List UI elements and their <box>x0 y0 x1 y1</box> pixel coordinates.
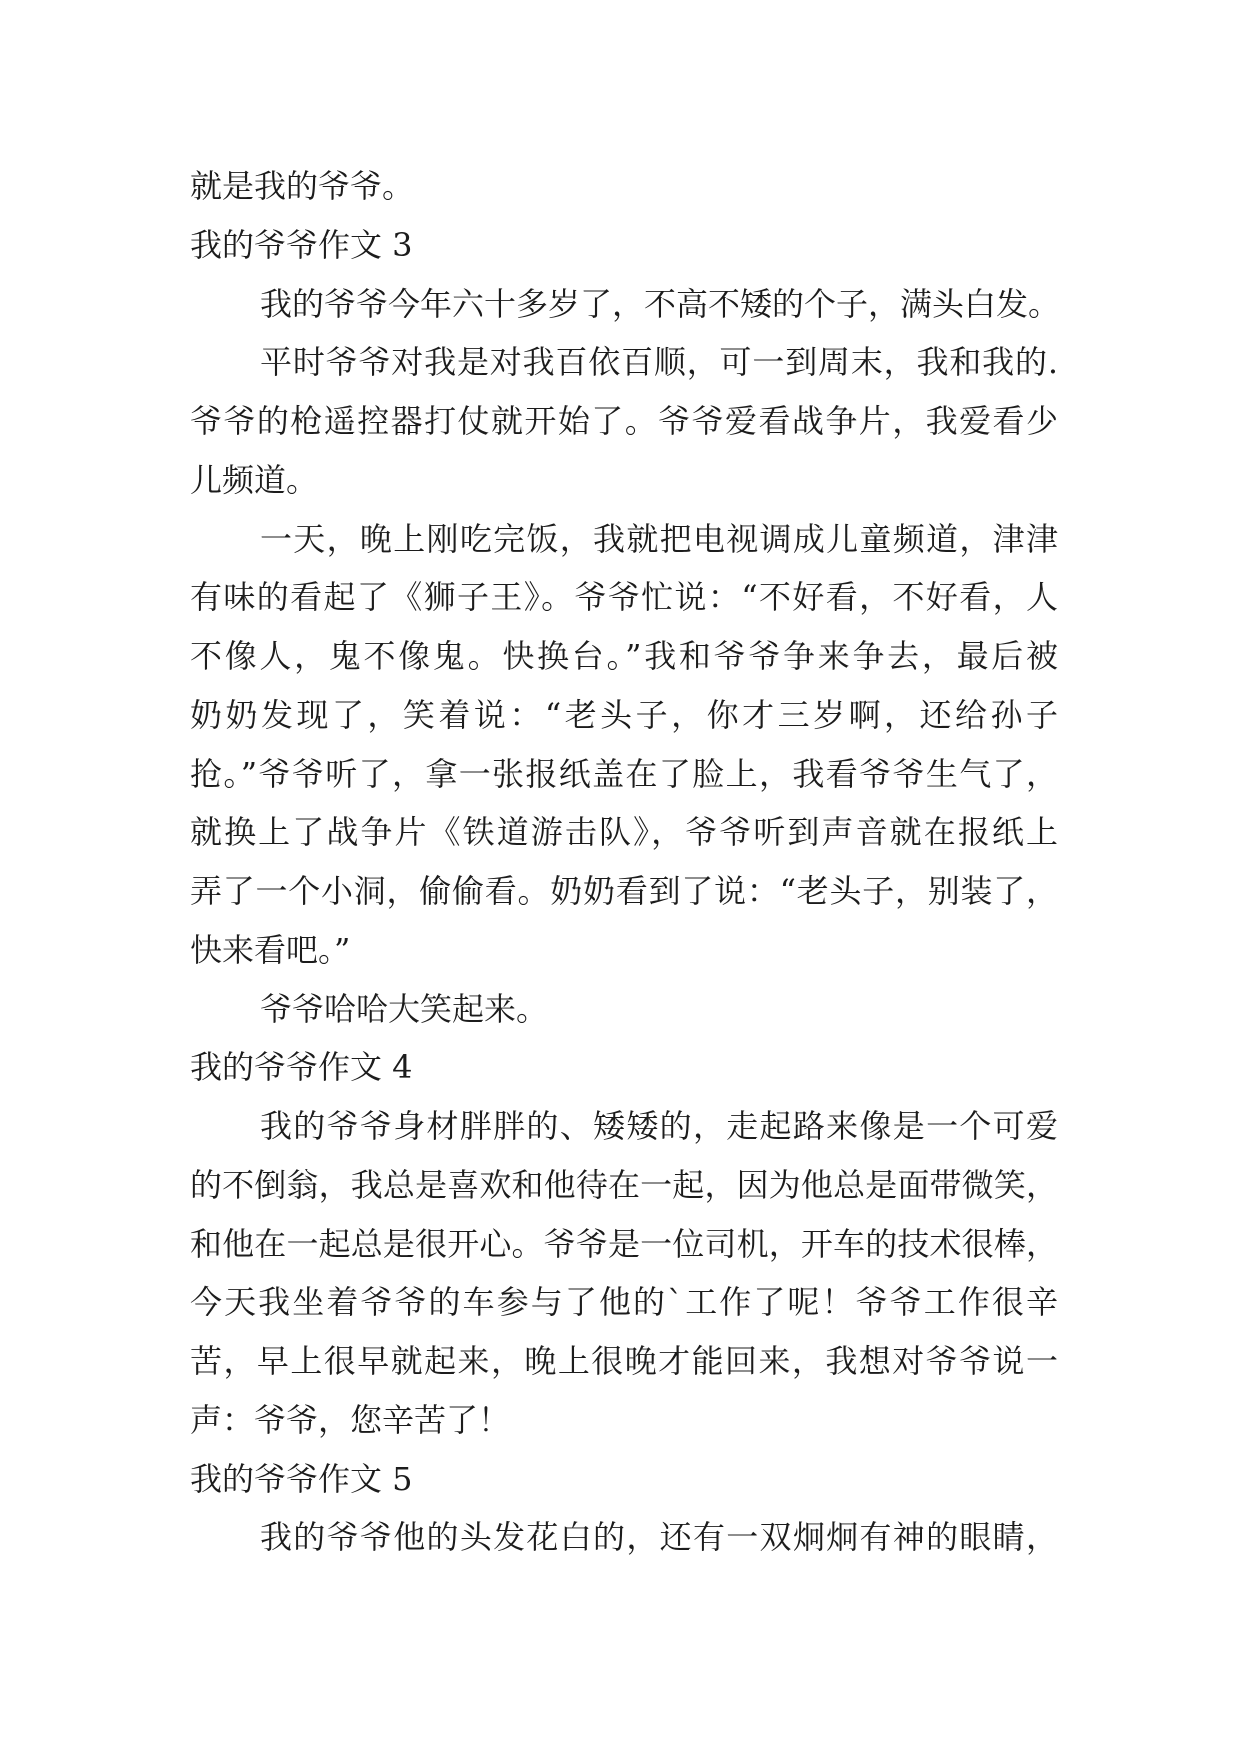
text-line: 我的爷爷今年六十多岁了，不高不矮的个子，满头白发。 <box>260 284 1061 323</box>
text-line: 儿频道。 <box>190 460 319 499</box>
document-body <box>190 157 1061 1567</box>
paragraph <box>190 1508 1058 1567</box>
text-line: 快来看吧。” <box>190 930 351 969</box>
essay-heading: 我的爷爷作文 4 <box>190 1048 413 1087</box>
essay-section <box>190 1450 1058 1568</box>
text-line: 爷爷哈哈大笑起来。 <box>260 989 549 1028</box>
text-line: 和他在一起总是很开心。爷爷是一位司机，开车的技术很棒， <box>190 1224 1058 1263</box>
essay-heading: 我的爷爷作文 5 <box>190 1459 413 1498</box>
text-line: 一天，晚上刚吃完饭，我就把电视调成儿童频道，津津 <box>260 519 1058 558</box>
paragraph <box>190 1097 1058 1450</box>
text-line: 的不倒翁，我总是喜欢和他待在一起，因为他总是面带微笑， <box>190 1165 1058 1204</box>
essay-heading: 我的爷爷作文 3 <box>190 225 413 264</box>
paragraph <box>190 510 1058 980</box>
text-line: 今天我坐着爷爷的车参与了他的`工作了呢！爷爷工作很辛 <box>190 1283 1058 1322</box>
essay-section <box>190 1038 1058 1449</box>
text-line: 我的爷爷他的头发花白的，还有一双炯炯有神的眼睛， <box>260 1518 1058 1557</box>
paragraph <box>190 333 1058 509</box>
text-line: 苦，早上很早就起来，晚上很晚才能回来，我想对爷爷说一 <box>190 1342 1058 1380</box>
continued-paragraph <box>190 157 1058 216</box>
text-line: 就是我的爷爷。 <box>190 167 415 205</box>
text-line: 爷爷的枪遥控器打仗就开始了。爷爷爱看战争片，我爱看少 <box>190 402 1058 440</box>
text-line: 就换上了战争片《铁道游击队》，爷爷听到声音就在报纸上 <box>190 813 1058 852</box>
paragraph <box>190 275 1061 334</box>
text-line: 弄了一个小洞，偷偷看。奶奶看到了说：“老头子，别装了， <box>190 872 1058 910</box>
text-line: 我的爷爷身材胖胖的、矮矮的，走起路来像是一个可爱 <box>260 1107 1058 1145</box>
essay-section <box>190 216 1061 1039</box>
text-line: 声：爷爷，您辛苦了！ <box>190 1400 511 1439</box>
text-line: 奶奶发现了，笑着说：“老头子，你才三岁啊，还给孙子 <box>190 695 1058 734</box>
text-line: 不像人，鬼不像鬼。快换台。”我和爷爷争来争去，最后被 <box>190 637 1058 675</box>
paragraph <box>190 980 1058 1039</box>
text-line: 平时爷爷对我是对我百依百顺，可一到周末，我和我的. <box>260 343 1058 382</box>
text-line: 有味的看起了《狮子王》。爷爷忙说：“不好看，不好看，人 <box>190 578 1058 617</box>
text-line: 抢。”爷爷听了，拿一张报纸盖在了脸上，我看爷爷生气了， <box>190 754 1058 793</box>
